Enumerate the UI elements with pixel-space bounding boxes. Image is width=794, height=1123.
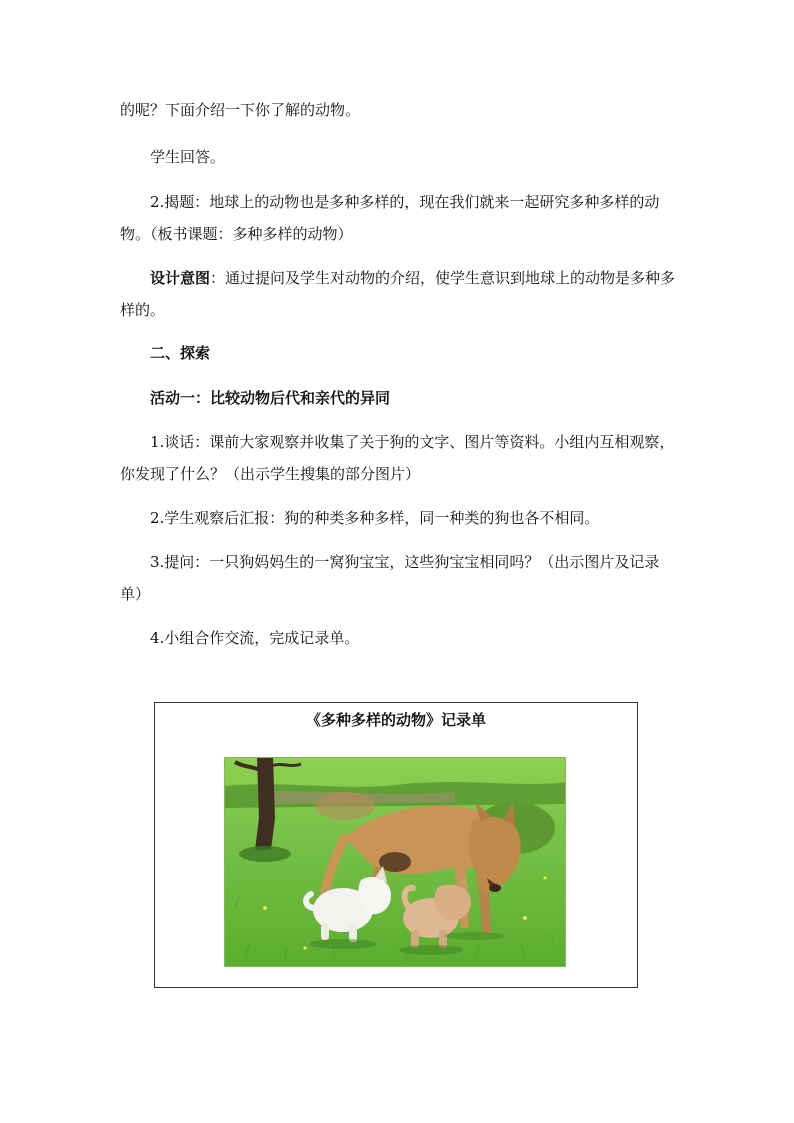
activity-one-heading: 活动一：比较动物后代和亲代的异同 (150, 389, 391, 407)
section-heading-explore: 二、探索 (150, 344, 211, 362)
design-intent-label: 设计意图 (150, 269, 211, 287)
paragraph-group-work: 4.小组合作交流，完成记录单。 (150, 629, 360, 647)
paragraph-question: 3.提问：一只狗妈妈生的一窝狗宝宝，这些狗宝宝相同吗？（出示图片及记录单） (120, 553, 660, 603)
paragraph-topic-reveal: 2.揭题：地球上的动物也是多种多样的，现在我们就来一起研究多种多样的动物。（板书课题：多种多样的动物） (120, 193, 660, 243)
paragraph-design-intent (120, 262, 680, 326)
paragraph-report: 2.学生观察后汇报：狗的种类多种多样，同一种类的狗也各不相同。 (150, 509, 600, 527)
record-form-title: 《多种多样的动物》记录单 (305, 711, 486, 729)
paragraph-student-answer: 学生回答。 (150, 148, 226, 166)
dog-family-photo (224, 757, 566, 967)
paragraph-intro-continued: 的呢？下面介绍一下你了解的动物。 (120, 101, 361, 119)
paragraph-talk: 1.谈话：课前大家观察并收集了关于狗的文字、图片等资料。小组内互相观察，你发现了什么？（出示学生搜集的部分图片） (120, 433, 675, 483)
record-form-box (154, 702, 638, 988)
design-intent-text: ：通过提问及学生对动物的介绍，使学生意识到地球上的动物是多种多样的。 (120, 269, 676, 319)
